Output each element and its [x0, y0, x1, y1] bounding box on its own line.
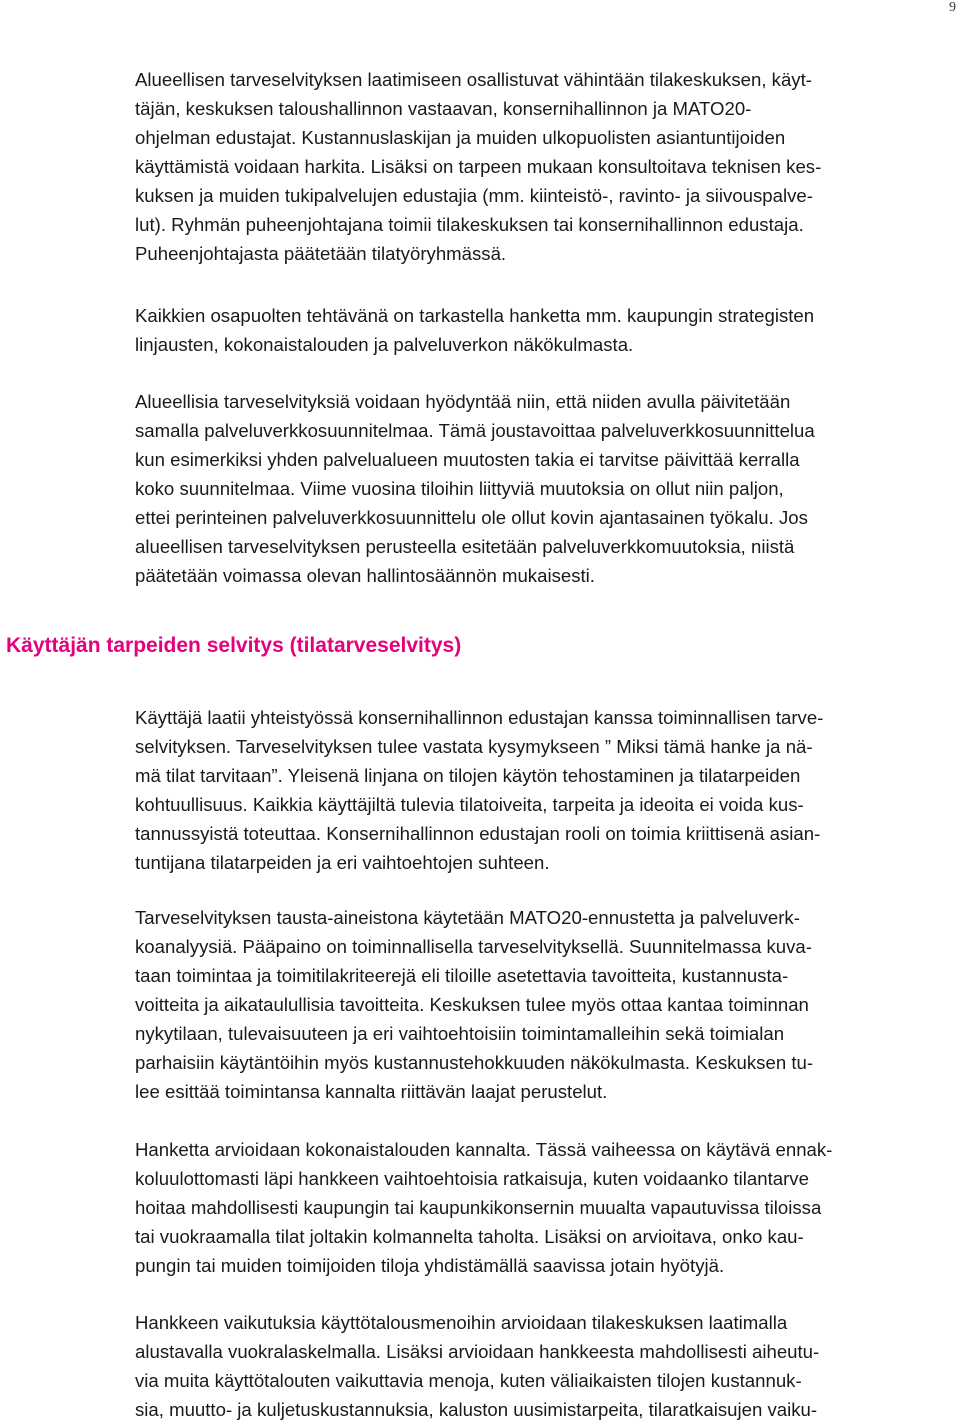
page-number: 9	[949, 0, 956, 15]
paragraph-parties-task	[135, 301, 955, 359]
text-line: pungin tai muiden toimijoiden tiloja yhdistämällä saavissa jotain hyötyjä.	[135, 1255, 725, 1276]
text-line: tannussyistä toteuttaa. Konsernihallinnon edustajan rooli on toimia kriittisenä asian-	[135, 823, 821, 844]
section-heading: Käyttäjän tarpeiden selvitys (tilatarveselvitys)	[6, 634, 462, 657]
text-line: päätetään voimassa olevan hallintosäännön mukaisesti.	[135, 565, 595, 586]
text-line: parhaisiin käytäntöihin myös kustannustehokkuuden näkökulmasta. Keskuksen tu-	[135, 1052, 814, 1073]
text-line: Hanketta arvioidaan kokonaistalouden kannalta. Tässä vaiheessa on käytävä ennak-	[135, 1139, 833, 1160]
text-line: käyttämistä voidaan harkita. Lisäksi on tarpeen mukaan konsultoitava teknisen kes-	[135, 156, 822, 177]
text-line: nykytilaan, tulevaisuuteen ja eri vaihtoehtoisiin toimintamalleihin sekä toimialan	[135, 1023, 785, 1044]
text-line: lee esittää toimintansa kannalta riittävän laajat perustelut.	[135, 1081, 608, 1102]
text-line: alueellisen tarveselvityksen perusteella esitetään palveluverkkomuutoksia, niistä	[135, 536, 795, 557]
paragraph-user-survey	[135, 703, 955, 877]
text-line: Alueellisia tarveselvityksiä voidaan hyödyntää niin, että niiden avulla päivitetään	[135, 391, 791, 412]
paragraph-background-material	[135, 903, 955, 1106]
paragraph-operating-costs	[135, 1308, 955, 1424]
text-line: Alueellisen tarveselvityksen laatimiseen osallistuvat vähintään tilakeskuksen, käyt-	[135, 69, 812, 90]
text-line: tuntijana tilatarpeiden ja eri vaihtoehtojen suhteen.	[135, 852, 550, 873]
paragraph-regional-surveys	[135, 387, 955, 590]
text-line: koko suunnitelmaa. Viime vuosina tiloihin liittyviä muutoksia on ollut niin paljon,	[135, 478, 784, 499]
paragraph-working-group	[135, 65, 955, 268]
text-line: taan toimintaa ja toimitilakriteerejä eli tiloille asetettavia tavoitteita, kustannusta-	[135, 965, 789, 986]
text-line: ohjelman edustajat. Kustannuslaskijan ja muiden ulkopuolisten asiantuntijoiden	[135, 127, 786, 148]
text-line: samalla palveluverkkosuunnitelmaa. Tämä joustavoittaa palveluverkkosuunnittelua	[135, 420, 815, 441]
text-line: sia, muutto- ja kuljetuskustannuksia, kaluston uusimistarpeita, tilaratkaisujen vaiku-	[135, 1399, 818, 1420]
text-line: Hankkeen vaikutuksia käyttötalousmenoihin arvioidaan tilakeskuksen laatimalla	[135, 1312, 788, 1333]
text-line: tai vuokraamalla tilat joltakin kolmannelta taholta. Lisäksi on arvioitava, onko kau-	[135, 1226, 804, 1247]
text-line: koluulottomasti läpi hankkeen vaihtoehtoisia ratkaisuja, kuten voidaanko tilantarve	[135, 1168, 809, 1189]
text-line: kohtuullisuus. Kaikkia käyttäjiltä tulevia tilatoiveita, tarpeita ja ideoita ei voida kus-	[135, 794, 804, 815]
text-line: alustavalla vuokralaskelmalla. Lisäksi arvioidaan hankkeesta mahdollisesti aiheutu-	[135, 1341, 820, 1362]
text-line: hoitaa mahdollisesti kaupungin tai kaupunkikonsernin muualta vapautuvissa tiloissa	[135, 1197, 822, 1218]
paragraph-economy-assessment	[135, 1135, 955, 1280]
text-line: voitteita ja aikataulullisia tavoitteita. Keskuksen tulee myös ottaa kantaa toiminnan	[135, 994, 809, 1015]
text-line: koanalyysiä. Pääpaino on toiminnallisella tarveselvityksellä. Suunnitelmassa kuva-	[135, 936, 812, 957]
text-line: Tarveselvityksen tausta-aineistona käytetään MATO20-ennustetta ja palveluverk-	[135, 907, 800, 928]
text-line: mä tilat tarvitaan”. Yleisenä linjana on tilojen käytön tehostaminen ja tilatarpeiden	[135, 765, 801, 786]
text-line: via muita käyttötalouten vaikuttavia menoja, kuten väliaikaisten tilojen kustannuk-	[135, 1370, 802, 1391]
text-line: kuksen ja muiden tukipalvelujen edustajia (mm. kiinteistö-, ravinto- ja siivouspalve-	[135, 185, 813, 206]
text-line: lut). Ryhmän puheenjohtajana toimii tilakeskuksen tai konsernihallinnon edustaja.	[135, 214, 804, 235]
text-line: täjän, keskuksen taloushallinnon vastaavan, konsernihallinnon ja MATO20-	[135, 98, 752, 119]
text-line: selvityksen. Tarveselvityksen tulee vastata kysymykseen ” Miksi tämä hanke ja nä-	[135, 736, 813, 757]
text-line: Kaikkien osapuolten tehtävänä on tarkastella hanketta mm. kaupungin strategisten	[135, 305, 815, 326]
text-line: ettei perinteinen palveluverkkosuunnittelu ole ollut kovin ajantasainen työkalu. Jos	[135, 507, 808, 528]
text-line: kun esimerkiksi yhden palvelualueen muutosten takia ei tarvitse päivittää kerralla	[135, 449, 800, 470]
text-line: Käyttäjä laatii yhteistyössä konsernihallinnon edustajan kanssa toiminnallisen tarve-	[135, 707, 824, 728]
text-line: linjausten, kokonaistalouden ja palveluverkon näkökulmasta.	[135, 334, 634, 355]
text-line: Puheenjohtajasta päätetään tilatyöryhmässä.	[135, 243, 507, 264]
